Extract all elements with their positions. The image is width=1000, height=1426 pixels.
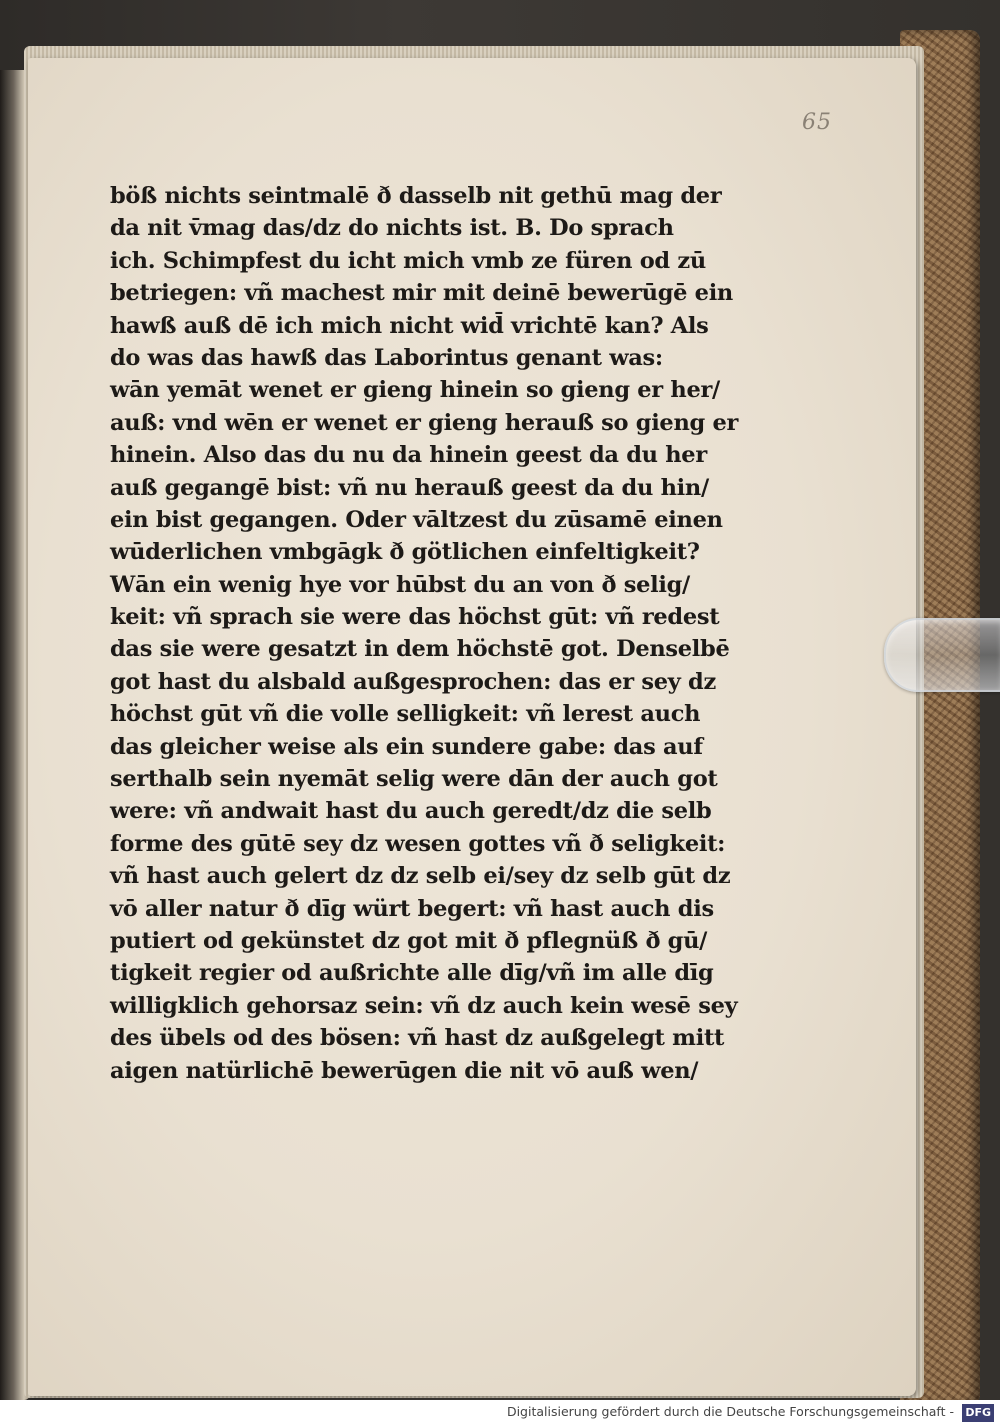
text-line: hawß auß dē ich mich nicht wid̄ vrichtē kan? Als [110,312,709,339]
text-line: wūderlichen vmbgāgk ð götlichen einfeltigkeit? [110,539,700,566]
text-line: were: vñ andwait hast du auch geredt/dz die selb [110,798,712,825]
text-line: got hast du alsbald außgesprochen: das er sey dz [110,668,716,695]
text-line: vō aller natur ð dīg würt begert: vñ hast auch dis [110,895,714,922]
text-line: serthalb sein nyemāt selig were dān der auch got [110,766,718,793]
text-line: auß: vnd wēn er wenet er gieng herauß so gieng er [110,409,739,436]
text-line: willigklich gehorsaz sein: vñ dz auch kein wesē sey [110,992,738,1019]
text-line: Wān ein wenig hye vor hūbst du an von ð selig/ [110,571,690,598]
text-line: höchst gūt vñ die volle selligkeit: vñ lerest auch [110,701,701,728]
text-line: putiert od gekünstet dz got mit ð pflegnüß ð gū/ [110,927,708,954]
plastic-clip [884,618,1000,692]
text-line: des übels od des bösen: vñ hast dz außgelegt mitt [110,1025,725,1052]
text-line: tigkeit regier od außrichte alle dīg/vñ im alle dīg [110,960,714,987]
text-line: aigen natürlichē bewerūgen die nit vō auß wen/ [110,1057,699,1084]
text-line: ein bist gegangen. Oder vāltzest du zūsamē einen [110,506,723,533]
text-line: da nit v̄mag das/dz do nichts ist. B. Do sprach [110,215,674,242]
text-line: vñ hast auch gelert dz dz selb ei/sey dz selb gūt dz [110,863,731,890]
text-line: böß nichts seintmalē ð dasselb nit gethū mag der [110,183,722,209]
text-line: forme des gūtē sey dz wesen gottes vñ ð seligkeit: [110,830,726,857]
text-block [110,180,739,1087]
text-line: das sie were gesatzt in dem höchstē got. Denselbē [110,636,730,663]
folio-number: 65 [802,110,832,135]
text-line: do was das hawß das Laborintus genant was: [110,344,663,371]
text-line: auß gegangē bist: vñ nu herauß geest da du hin/ [110,474,709,501]
text-line: keit: vñ sprach sie were das höchst gūt: vñ redest [110,604,720,631]
text-line: ich. Schimpfest du icht mich vmb ze füren od zū [110,247,706,274]
footer-bar [0,1400,1000,1426]
text-line: das gleicher weise als ein sundere gabe: das auf [110,733,703,760]
dfg-logo-icon: DFG [962,1404,994,1422]
text-line: wān yemāt wenet er gieng hinein so gieng er her/ [110,377,720,404]
funding-note: Digitalisierung gefördert durch die Deutsche Forschungsgemeinschaft - [506,1404,954,1419]
text-line: hinein. Also das du nu da hinein geest da du her [110,442,707,469]
text-line: betriegen: vñ machest mir mit deinē bewerūgē ein [110,280,733,307]
